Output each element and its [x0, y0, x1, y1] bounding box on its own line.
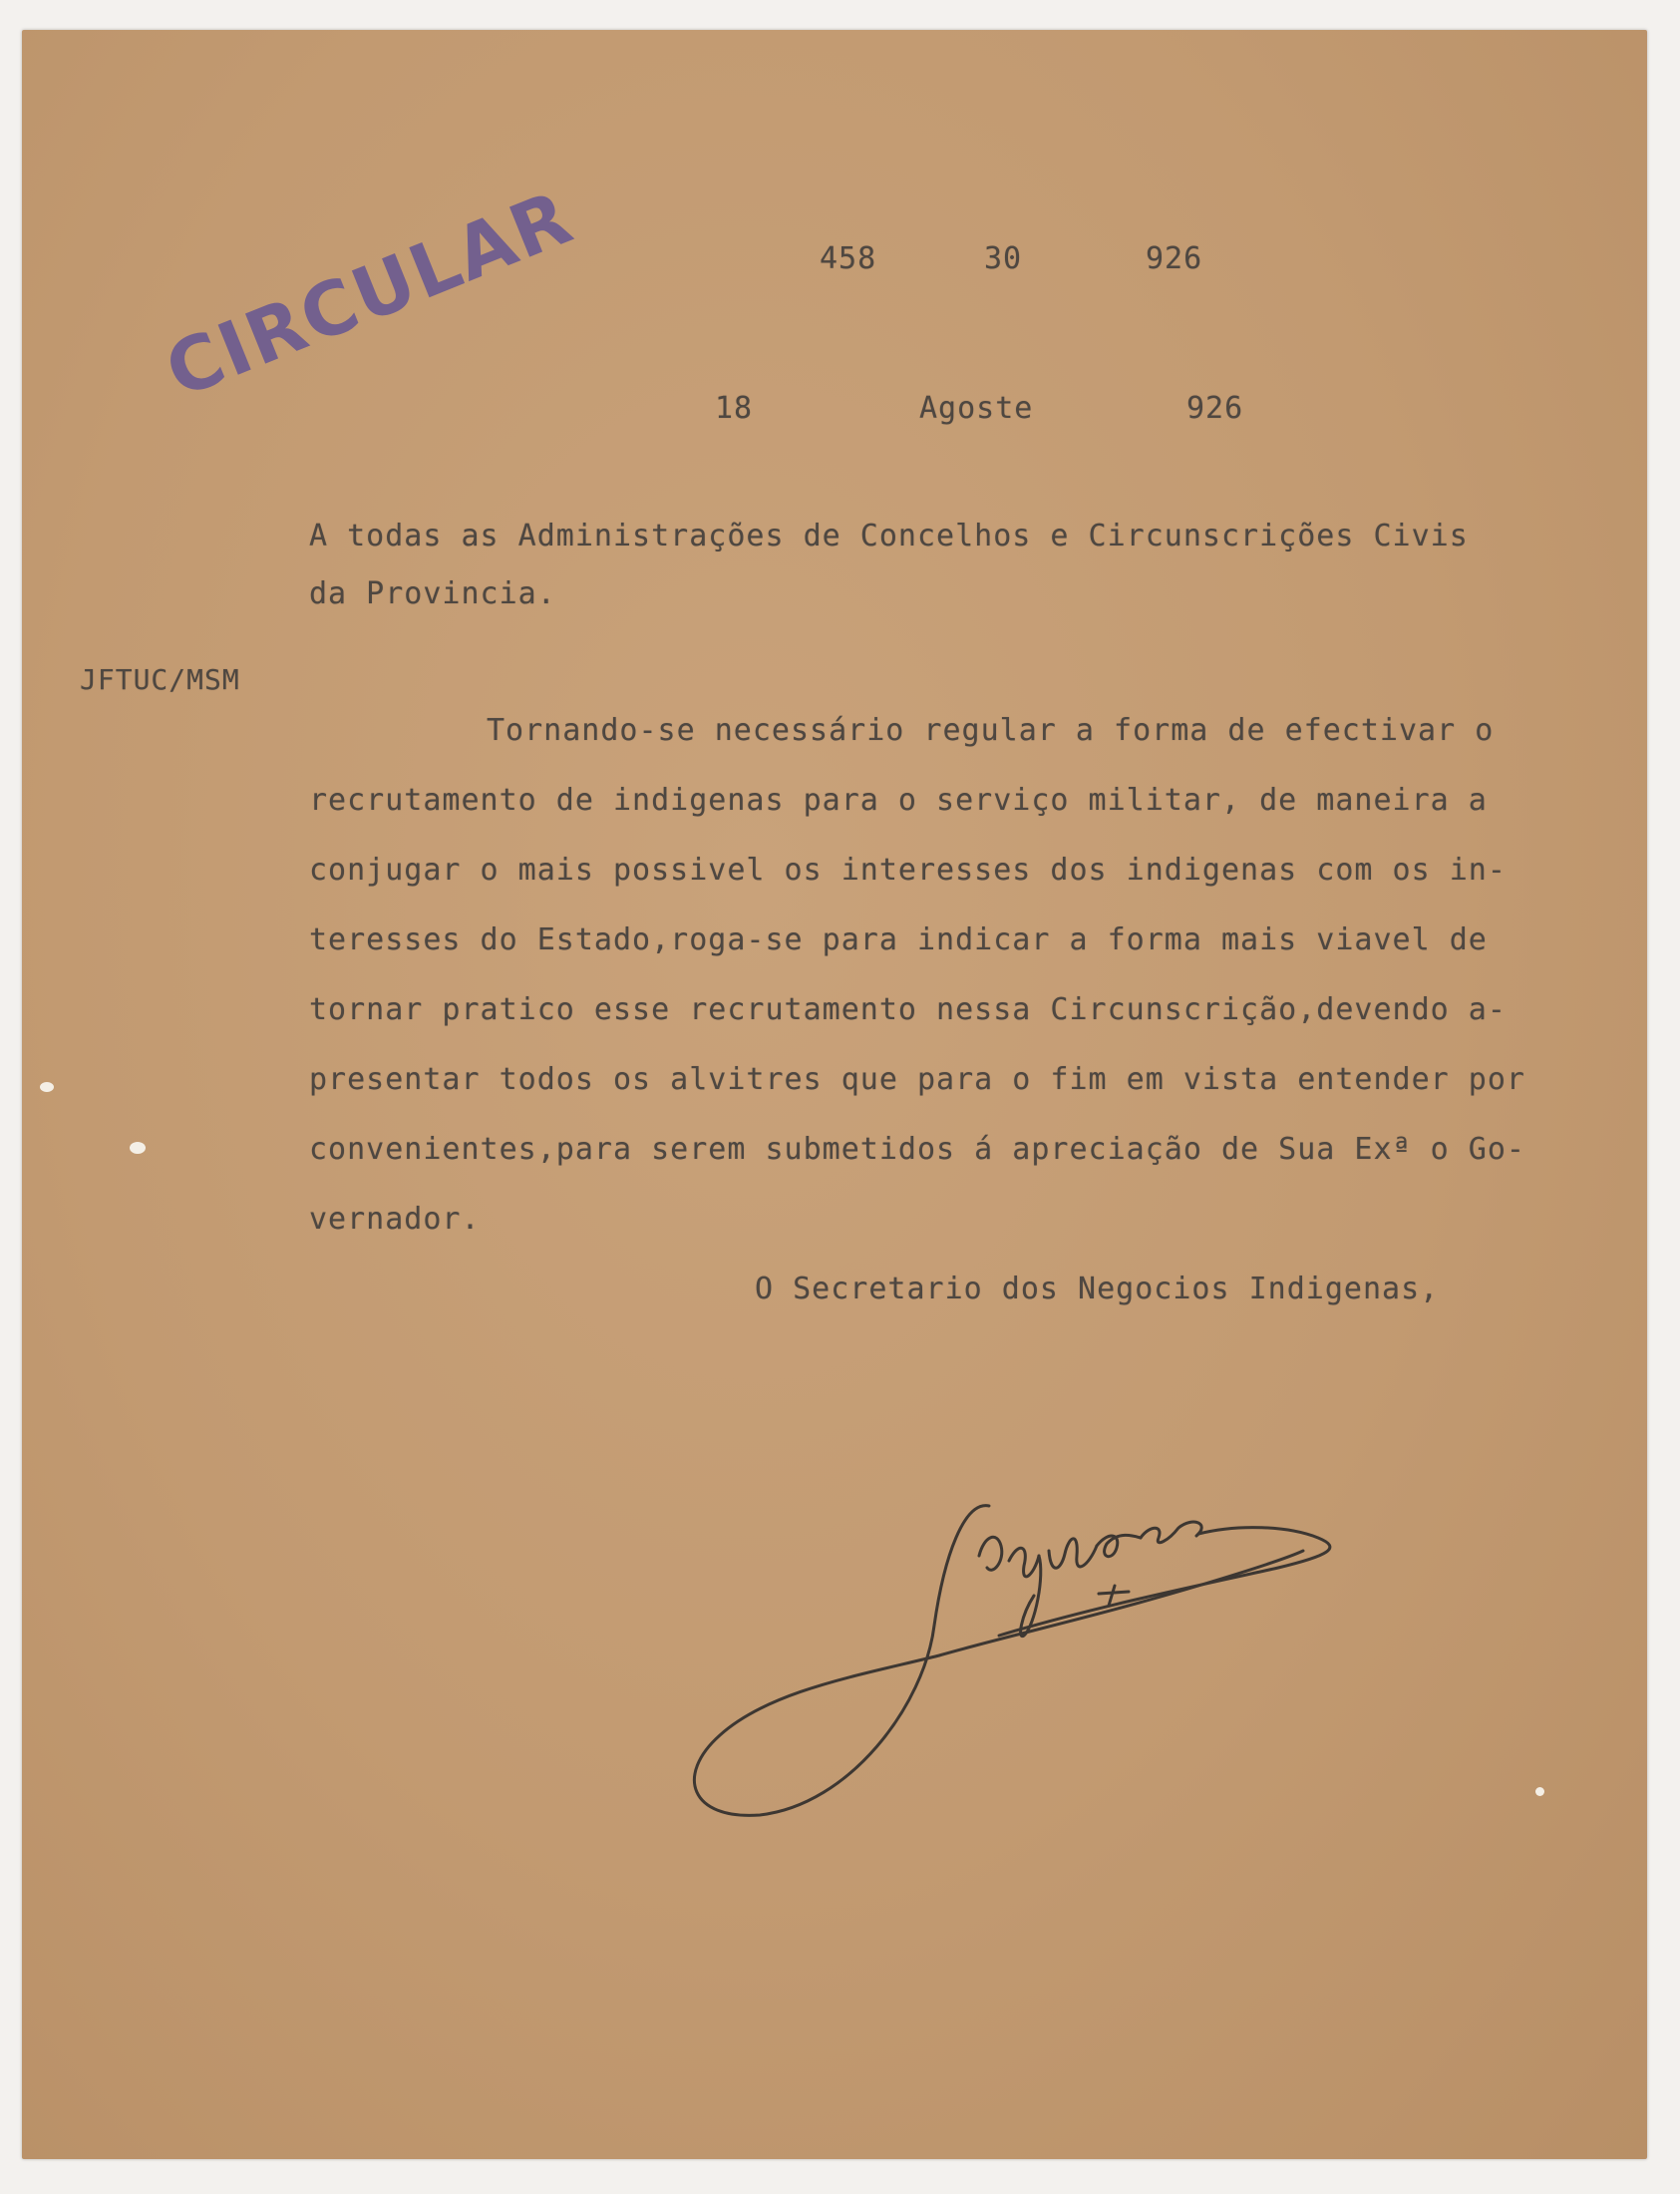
body-line: teresses do Estado,roga-se para indicar a forma mais viavel de [309, 922, 1488, 957]
ref-year: 926 [1146, 241, 1203, 276]
date-month: Agoste [919, 391, 1034, 426]
signature [680, 1476, 1378, 1835]
document-sheet [22, 30, 1647, 2159]
body-paragraph [309, 713, 1645, 1272]
circular-stamp: CIRCULAR [154, 174, 585, 415]
ref-code: 30 [984, 241, 1023, 276]
date-day: 18 [715, 391, 754, 426]
body-line: convenientes,para serem submetidos á apreciação de Sua Exª o Go- [309, 1132, 1525, 1167]
addressee-line-1: A todas as Administrações de Concelhos e Circunscrições Civis [309, 519, 1469, 553]
body-line: tornar pratico esse recrutamento nessa Circunscrição,devendo a- [309, 992, 1507, 1027]
body-line: conjugar o mais possivel os interesses dos indigenas com os in- [309, 853, 1507, 888]
paper-damage-spot [1535, 1787, 1544, 1796]
date-year: 926 [1186, 391, 1244, 426]
closing-line: O Secretario dos Negocios Indigenas, [755, 1272, 1440, 1306]
reference-initials: JFTUC/MSM [80, 663, 240, 696]
body-line: Tornando-se necessário regular a forma de efectivar o [487, 713, 1495, 748]
paper-damage-spot [130, 1142, 146, 1154]
addressee-line-2: da Provincia. [309, 576, 556, 611]
body-line: presentar todos os alvitres que para o fim em vista entender por [309, 1062, 1525, 1097]
ref-number: 458 [820, 241, 877, 276]
body-line: recrutamento de indigenas para o serviço militar, de maneira a [309, 783, 1488, 818]
body-line: vernador. [309, 1202, 481, 1237]
paper-damage-spot [40, 1082, 54, 1092]
